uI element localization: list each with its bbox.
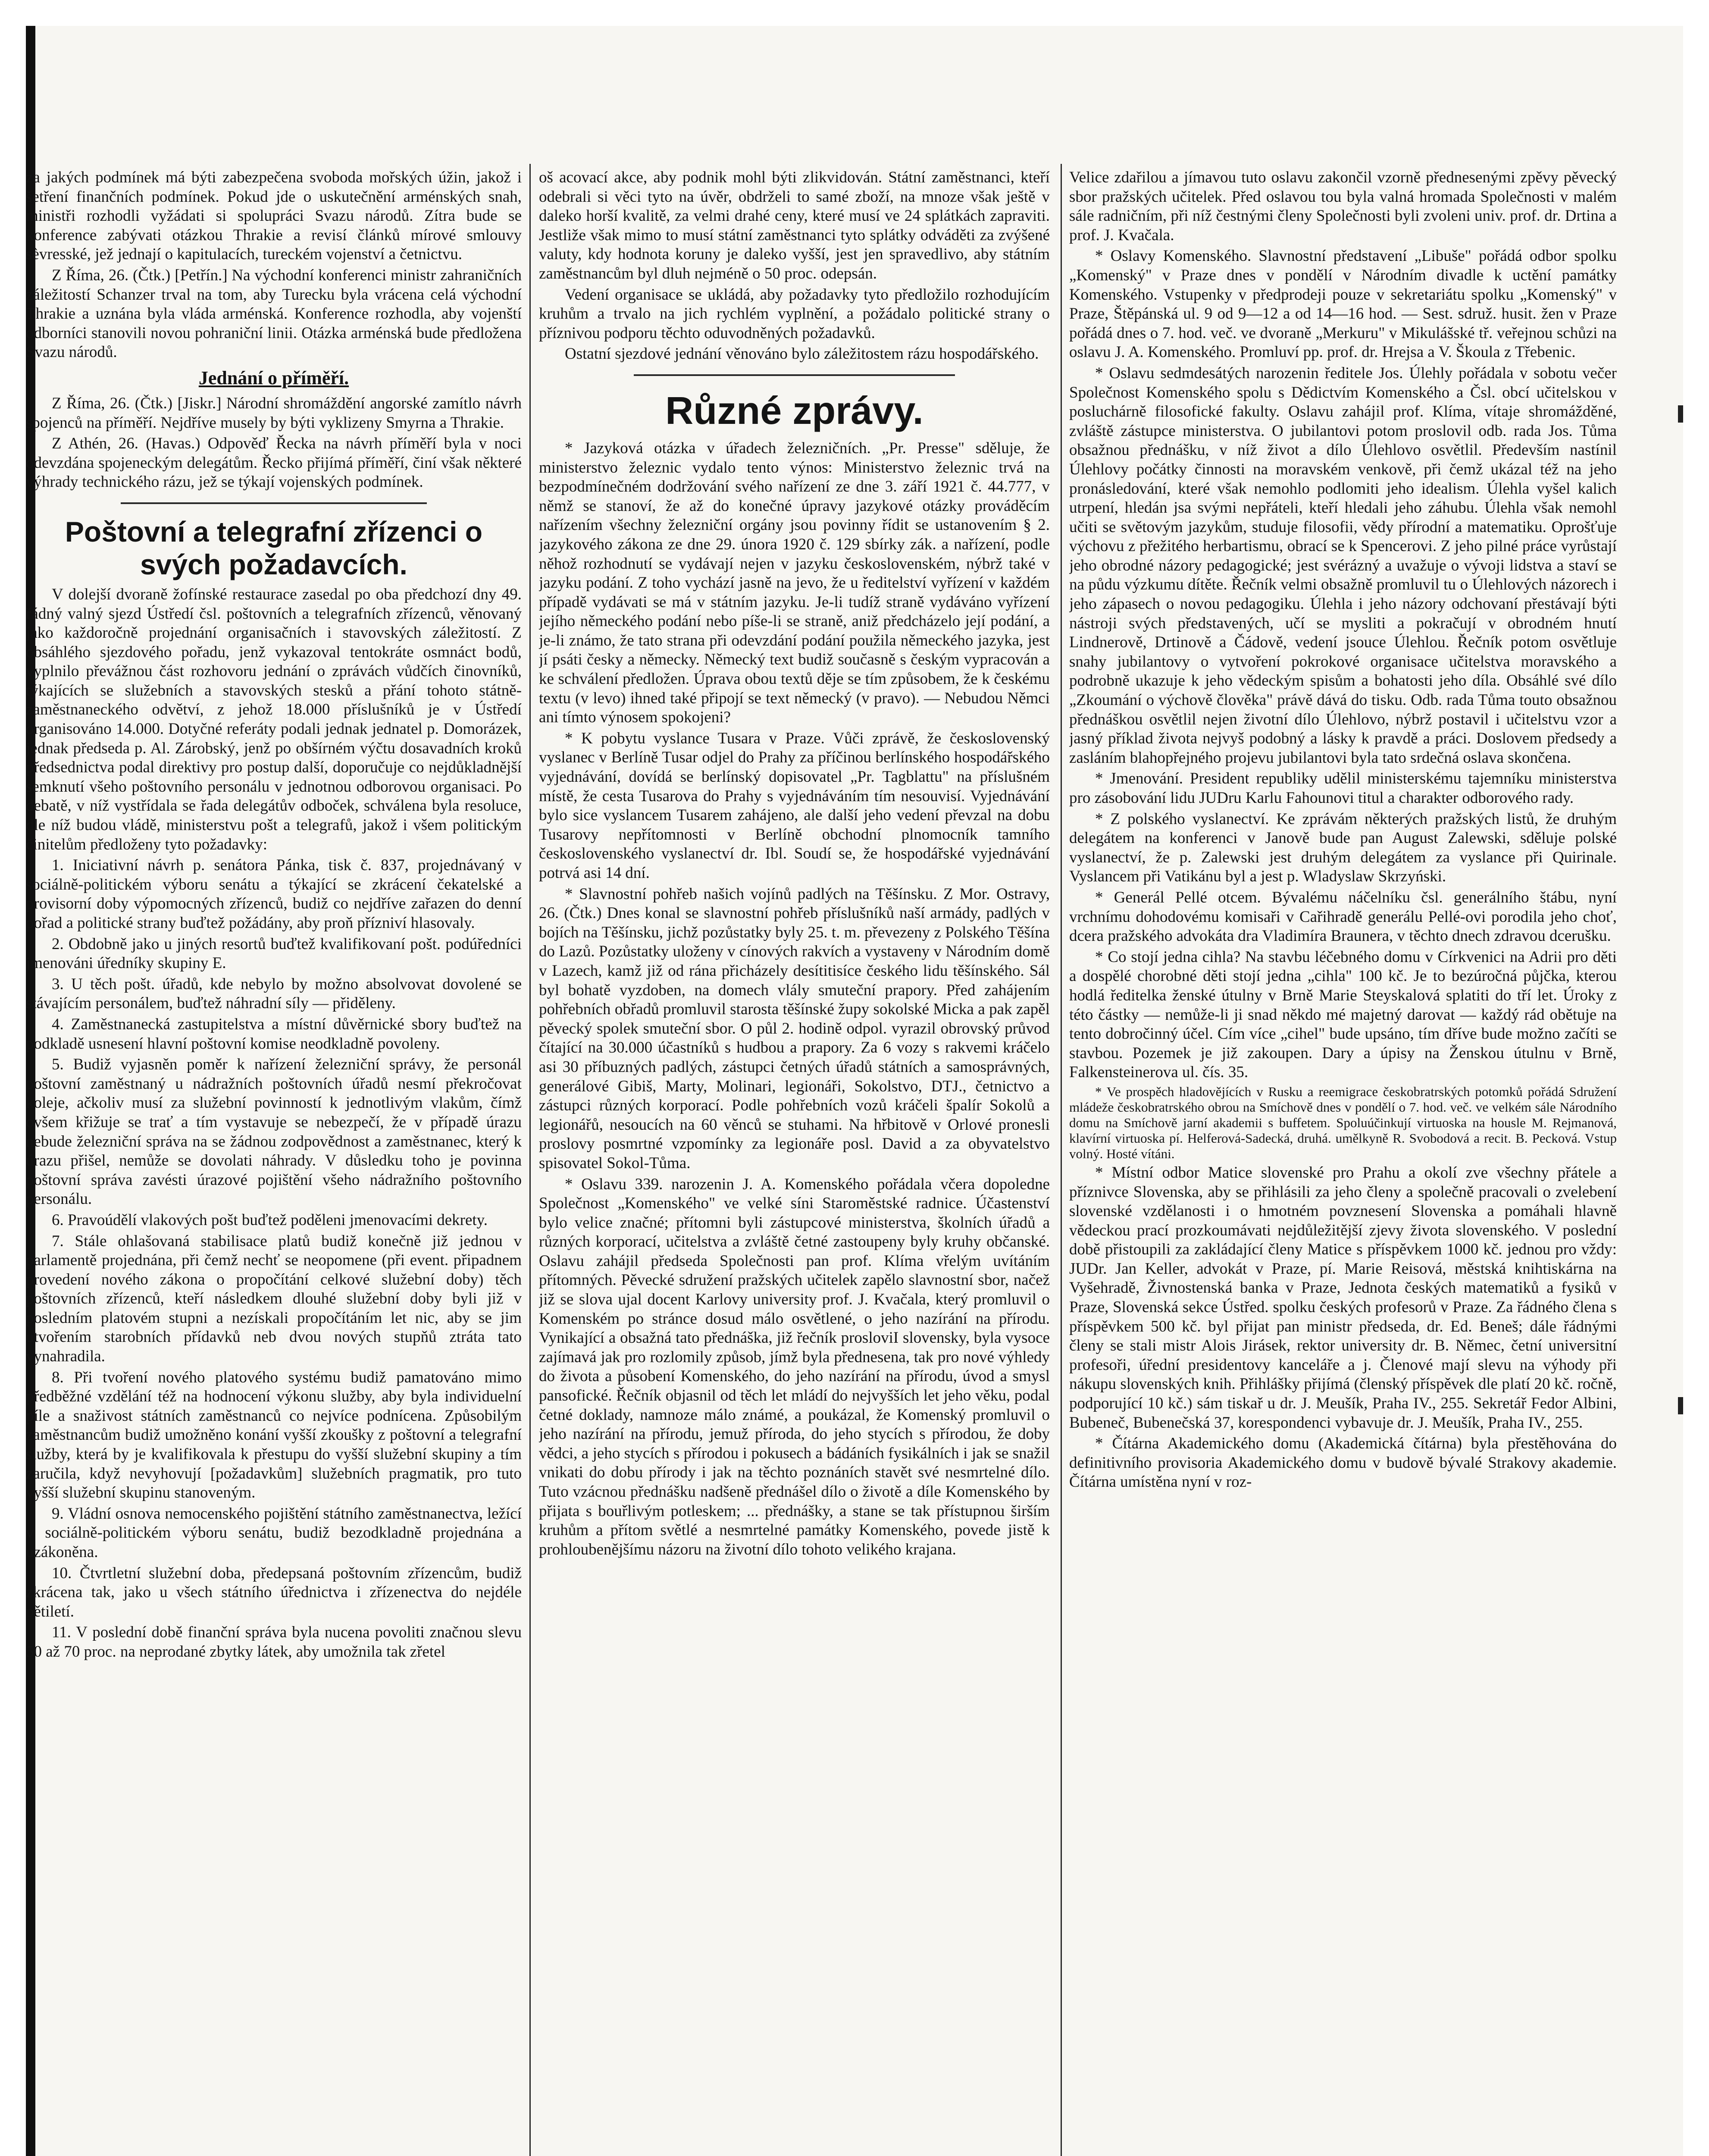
- paragraph: oš acovací akce, aby podnik mohl býti zlikvidován. Státní zaměstnanci, kteří odebrali si věci tyto na úvěr, obdrželi to samé zboží, na mnoze však ještě v daleko horší kvalitě, za velmi drahé ceny, které musí ve 24 splátkách zapraviti. Jestliže však mimo to musí státní zaměstnanci tyto splátky odváděti za zvýšené valuty, kdy hodnota koruny je daleko vyšší, jest jen spravedlivo, aby státním zaměstnancům byl dluh nejméně o 50 proc. odepsán.: [539, 169, 1050, 282]
- paragraph: 4. Zaměstnanecká zastupitelstva a místní důvěrnické sbory buďtež na podkladě usnesení hlavní poštovní komise neodkladně povoleny.: [26, 1015, 522, 1053]
- section-heading: Jednání o příměří.: [198, 367, 349, 389]
- paragraph: 10. Čtvrtletní služební doba, předepsaná poštovním zřízencům, budiž zkrácena tak, jako u všech státního úřednictva i zřízenectva do nejdéle pětiletí.: [26, 1564, 522, 1620]
- divider: [121, 502, 427, 504]
- news-item: * Čítárna Akademického domu (Akademická čítárna) byla přestěhována do definitivního provisoria Akademického domu v budově bývalé Strakovy akademie. Čítárna umístěna nyní v roz-: [1069, 1435, 1617, 1491]
- paragraph: 7. Stále ohlašovaná stabilisace platů budiž konečně již jednou v parlamentě projednána, při čemž nechť se neopomene (při event. připadnem provedení nového zákona o propočítání celkové služební doby) těch poštovních zřízenců, kteří následkem dlouhé služební doby byli již v posledním platovém stupni a nezískali propočítáním let nic, aby se jim utvořením starobních přídavků neb dvou nových stupňů ztráta tato vynahradila.: [26, 1232, 522, 1366]
- paragraph: 3. U těch pošt. úřadů, kde nebylo by možno absolvovat dovolené se stávajícím personálem, buďtež náhradní síly — přiděleny.: [26, 975, 522, 1012]
- fine-print-notice: * Ve prospěch hladovějících v Rusku a reemigrace českobratrských potomků pořádá Sdružení mládeže českobratrského obrou na Smíchově dnes v pondělí o 7. hod. več. ve velkém sále Národního domu na Smíchově jarní akademii s buffetem. Spoluúčinkují virtuoska na housle M. Rejmanová, klavírní virtuoska pí. Helferová-Sadecká, druhá. umělkyně R. Svobodová a recit. B. Pecková. Vstup volný. Hosté vítáni.: [1069, 1084, 1617, 1161]
- news-item: * Místní odbor Matice slovenské pro Prahu a okolí zve všechny přátele a příznivce Slovenska, aby se přihlásili za jeho členy a společně pracovali o zvelebení slovenské vzdělanosti i o hmotném povznesení Slovenska a pomáhali hlavně vědeckou prací prozkoumávati nejdůležitější zjevy života slovenského. V poslední době přistoupili za zakládající členy Matice s příspěvkem 1000 kč. jednou pro vždy: JUDr. Jan Keller, advokát v Praze, pí. Marie Reisová, městská knihtiskárna na Vyšehradě, Živnostenská banka v Praze, Jednota českých matematiků a fysiků v Praze, Slovenská sekce Ústřed. spolku českých profesorů v Praze. Za řádného člena s příspěvkem 500 kč. byl přijat pan ministr předseda, dr. Ed. Beneš; dále řádnými členy se stali mistr Alois Jirásek, rektor university dr. B. Němec, četní universitní profesoři, úřední presidentovy kanceláře a j. Členové mají slevu na výhody při nákupu slovenských knih. Přihlášky přijímá (členský příspěvek dle platí 20 kč. ročně, podporující 10 kč.) sám tiskař u dr. J. Meušík, Praha IV., 255. Sekretář Fedor Albini, Bubeneč, Bubenečská 37, korespondenci vybavuje dr. J. Meušík, Praha IV., 255.: [1069, 1163, 1617, 1432]
- paragraph: Vedení organisace se ukládá, aby požadavky tyto předložilo rozhodujícím kruhům a trvalo na jich rychlém vyplnění, a požádalo politické strany o příznivou podporu těchto oduvodněných požadavků.: [539, 285, 1050, 342]
- column-left: [26, 168, 522, 2156]
- paragraph: Ostatní sjezdové jednání věnováno bylo záležitostem rázu hospodářského.: [565, 345, 1039, 363]
- column-middle: [539, 168, 1050, 2156]
- paragraph: 11. V poslední době finanční správa byla nucena povoliti značnou slevu 50 až 70 proc. na neprodané zbytky látek, aby umožnila tak zřetel: [26, 1623, 522, 1661]
- news-item: * Oslavy Komenského. Slavnostní představení „Libuše" pořádá odbor spolku „Komenský" v Praze dnes v pondělí v Národním divadle k uctění památky Komenského. Vstupenky v předprodeji pouze v sekretariátu spolku „Komenský" v Praze, Štěpánská ul. 9 od 9—12 a od 14—16 hod. — Sest. sdruž. husit. žen v Praze pořádá dnes o 7. hod. več. ve dvoraně „Merkuru" v Mikulášské tř. veřejnou schůzi na oslavu J. A. Komenského. Promluví pp. prof. dr. Hrejsa a V. Škoula z Třebenic.: [1069, 247, 1617, 361]
- news-item: * Jazyková otázka v úřadech železničních. „Pr. Presse" sděluje, že ministerstvo železnic vydalo tento výnos: Ministerstvo železnic trvá na bezpodmínečném dodržování svého nařízení ze dne 3. září 1921 č. 44.777, v němž se stanoví, že až do konečné úpravy jazykové otázky prováděcím nařízením všechny železniční orgány jsou povinny řídit se ustanovením § 2. jazykového zákona ze dne 29. února 1920 č. 129 sbírky zák. a nařízení, podle něhož rozhodnutí se vydávají nejen v jazyku československém, nýbrž také v jazyku podání. Z toho vychází jasně na jevo, že u ředitelství vyřízení v každém případě vydávati se má v státním jazyku. Je-li tudíž straně vydáváno vyřízení jejího německého podání nebo píše-li se straně, aniž předcházelo její podání, a je-li známo, že tato strana při odevzdání podání použila německého jazyka, jest jí psáti česky a německy. Německý text budiž současně s českým vypracován a ke schválení předložen. Úprava obou textů děje se tím způsobem, že k českému textu (v levo) ihned také připojí se text německý (v pravo). — Nebudou Němci ani tímto výnosem spokojeni?: [539, 439, 1050, 727]
- paragraph: Z Říma, 26. (Čtk.) [Jiskr.] Národní shromáždění angorské zamítlo návrh spojenců na příměří. Nejdříve musely by býti vyklizeny Smyrna a Thrakie.: [26, 394, 522, 432]
- news-item: * Oslavu sedmdesátých narozenin ředitele Jos. Úlehly pořádala v sobotu večer Společnost Komenského spolu s Dědictvím Komenského a Čsl. obcí učitelskou v posluchárně filosofické fakulty. Oslavu zahájil prof. Klíma, vítaje shromážděné, zvláště zástupce ministerstva. O jubilantovi potom proslovil odb. rada Jos. Tůma obsažnou přednášku, v níž život a dílo Úlehlovo osvětlil. Především nastínil Úlehlovy počátky činnosti na moravském venkově, při čemž ukázal též na jeho pronásledování, které však nemohlo podlomiti jeho idealism. Úlehla vyšel kalich utrpení, hledán jsa svými nepřáteli, kteří hledali jeho záhubu. Úlehla však nemohl učiti se světovým jazykům, studuje filosofii, vědy přírodní a matematiku. Oprošťuje výchovu z přežitého herbartismu, obrací se k Spencerovi. Z jeho pilné práce vyrůstají jeho obrodné názory pedagogické; jest svérázný a uvažuje o vývoji lidstva a staví se na půdu výzkumu dítěte. Řečník velmi obsažně promluvil tu o Úlehlových názorech i jeho zápasech o novou pedagogiku. Úlehla i jeho názory odchovaní přestávají býti nástroji svých představených, učí se mysliti a pokračují v obrodném hnutí Lindnerově, Drtinově a Čádově, vedení jsouce Úlehlou. Řečník potom osvětluje snahy jubilantovy o vytvoření pokrokové organisace učitelstva moravského a podrobně ukazuje k jeho vědeckým spisům a bohatosti jeho díla. Obsáhlé své dílo „Zkoumání o výchově člověka" právě dává do tisku. Odb. rada Tůma touto obsažnou přednáškou osvětlil nejen životní dílo Úlehlovo, nýbrž postavil i učitelstvu vzor a jasný příklad života nejvyš podobný a lásky k pravdě a práci. Doslovem předsedy a zasláním blahopřejného projevu jubilantovi byla tato srdečná oslava skončena.: [1069, 364, 1617, 767]
- scan-mark: [1678, 1397, 1683, 1414]
- paragraph: 1. Iniciativní návrh p. senátora Pánka, tisk č. 837, projednávaný v sociálně-politickém výboru senátu a týkající se zkrácení čekatelské a provisorní doby výpomocných zřízenců, budiž co nejdříve zařazen do denní pořad a politické strany buďtež požádány, aby proň přízniví hlasovaly.: [26, 856, 522, 932]
- paragraph: Z Athén, 26. (Havas.) Odpověď Řecka na návrh příměří byla v noci odevzdána spojeneckým delegátům. Řecko přijímá příměří, činí však některé výhrady technického rázu, jež se týkají vojenských podmínek.: [26, 435, 522, 491]
- paragraph: Velice zdařilou a jímavou tuto oslavu zakončil vzorně přednesenými zpěvy pěvecký sbor pražských učitelek. Před oslavou tou byla valná hromada Společnosti v malém sále radničním, při níž čestnými členy Společnosti byli zvoleni univ. prof. dr. Drtina a prof. J. Kvačala.: [1069, 169, 1617, 244]
- news-item: * Slavnostní pohřeb našich vojínů padlých na Těšínsku. Z Mor. Ostravy, 26. (Čtk.) Dnes konal se slavnostní pohřeb příslušníků naší armády, padlých v bojích na Těšínsku, jichž pozůstatky byly 25. t. m. převezeny z Polského Těšína do Lazů. Pozůstatky uloženy v cínových rakvích a vystaveny v Národním domě v Lazech, kamž již od rána přicházely desítitisíce českého lidu těšínského. Sál byl bohatě vyzdoben, na domech vlály smuteční prapory. Před zahájením pohřebních obřadů promluvil starosta těšínské župy sokolské Micka a pak zapěl pěvecký spolek smuteční sbor. O půl 2. hodině odpol. vyrazil obrovský průvod čítající na 30.000 účastníků s hudbou a prapory. Za 6 vozy s rakvemi kráčelo asi 30 příbuzných padlých, zástupci četných úřadů státních a samosprávných, generálové Gibiš, Marty, Molinari, legionáři, Sokolstvo, DTJ., četnictvo a zástupci různých korporací. Podle pohřebních vozů kráčeli špalír Sokolů a legionářů, nesoucích na 60 věnců se stuhami. Na hřbitově v Orlové pronesli proslovy posmrtné vzpomínky za legionáře posl. David a za obyvatelstvo spisovatel Sokol-Tůma.: [539, 885, 1050, 1172]
- column-right: [1069, 168, 1617, 2156]
- paragraph: 8. Při tvoření nového platového systému budiž pamatováno mimo předběžné vzdělání též na hodnocení výkonu služby, aby byla individuelní píle a snaživost státních zaměstnanců co nejvíce podnícena. Způsobilým zaměstnancům budiž umožněno konání vyšší zkoušky z poštovní a telegrafní služby, která by je kvalifikovala k přestupu do vyšší služební skupiny a tím zaručila, když nevyhovují [požadavkům] služebních pragmatik, pro tuto vyšší služební skupinu stanoveným.: [26, 1368, 522, 1502]
- section-headline: Různé zprávy.: [665, 389, 923, 432]
- scan-mark: [1678, 405, 1683, 423]
- news-item: * Co stojí jedna cihla? Na stavbu léčebného domu v Církvenici na Adrii pro děti a dospělé chorobné děti stojí jedna „cihla" 100 kč. Je to bezúročná půjčka, kterou hodlá ředitelka ženské útulny v Brně Marie Steyskalová splatiti do tří let. Úroky z této částky — nemůže-li ji snad někdo mé majetný darovat — každý rád obětuje na tento dobročinný účel. Cím více „cihel" bude upsáno, tím dříve bude možno začíti se stavbou. Pozemek je již zakoupen. Dary a úpisy na Ženskou útulnu v Brně, Falkensteinerova ul. čís. 35.: [1069, 948, 1617, 1081]
- paragraph: 9. Vládní osnova nemocenského pojištění státního zaměstnanectva, ležící v sociálně-politickém výboru senátu, budiž bezodkladně projednána a uzákoněna.: [26, 1504, 522, 1561]
- newspaper-page: [26, 26, 1683, 2156]
- column-rule: [529, 164, 531, 2156]
- paragraph: V dolejší dvoraně žofínské restaurace zasedal po oba předchozí dny 49. řádný valný sjezd Ústředí čsl. poštovních a telegrafních zřízenců, věnovaný jako každoročně projednání organisačních i stavovských záležitostí. Z obsáhlého sjezdového pořadu, jenž vykazoval tentokráte osmnáct bodů, vyplnilo převážnou část rozhovoru jednání o zprávách vůdčích činovníků, týkajících se služebních a stavovských stesků a přání tohoto státně-zaměstnaneckého odvětví, z jehož 18.000 příslušníků je v Ústředí organisováno 14.000. Dotyčné referáty podali jednak jednatel p. Domorázek, jednak předseda p. Al. Zárobský, jenž po obšírném výčtu dosavadních kroků předsednictva podal direktivy pro postup další, doporučuje co nejdůkladnější semknutí všeho poštovního personálu v jednotnou odborovou organisaci. Po debatě, v níž vystřídala se řada delegátův odboček, schválena byla resoluce, dle níž budou vládě, ministerstvu pošt a telegrafů, jakož i všem politickým činitelům předloženy tyto požadavky:: [26, 585, 522, 853]
- paragraph: 6. Pravoúdělí vlakových pošt buďtež poděleni jmenovacími dekrety.: [52, 1211, 488, 1229]
- news-item: * Z polského vyslanectví. Ke zprávám některých pražských listů, že druhým delegátem na konferenci v Janově bude pan August Zalewski, sděluje polské vyslanectví, že p. Zalewski jest druhým delegátem za vyslance při Quirinale. Vyslancem při Vatikánu byl a jest p. Wladyslaw Skrzyński.: [1069, 810, 1617, 886]
- column-rule: [1061, 164, 1062, 2156]
- paragraph: 5. Budiž vyjasněn poměr k nařízení železniční správy, že personál poštovní zaměstnaný u nádražních poštovních úřadů nesmí překročovat koleje, ačkoliv musí za služební povinností k jednotlivým vlakům, čímž ovšem křižuje se trať a tím vystavuje se nebezpečí, že v případě úrazu nebude železniční správa na se žádnou zodpovědnost a zaměstnanec, který k úrazu přišel, nemůže se dovolati náhrady. V důsledku toho je povinna poštovní správa zavésti úrazové pojištění všeho nádražního poštovního personálu.: [26, 1056, 522, 1208]
- article-headline: Poštovní a telegrafní zřízenci o svých požadavcích.: [65, 515, 483, 580]
- paragraph: 2. Obdobně jako u jiných resortů buďtež kvalifikovaní pošt. podúředníci jmenováni úředníky skupiny E.: [26, 935, 522, 972]
- paragraph: za jakých podmínek má býti zabezpečena svoboda mořských úžin, jakož i šetření finančních podmínek. Pokud jde o uskutečnění arménských snah, ministři rozhodli vyžádati si spolupráci Svazu národů. Zítra bude se konference zabývati otázkou Thrakie a revisí článků mírové smlouvy sèvresské, jež jednají o kapitulacích, tureckém vojenství a četnictvu.: [26, 169, 522, 263]
- news-item: * Oslavu 339. narozenin J. A. Komenského pořádala včera dopoledne Společnost „Komenského" ve velké síni Staroměstské radnice. Účastenství bylo velice značné; přítomni byli zástupcové ministerstva, školních úřadů a různých korporací, učitelstva a zvláště četné zastoupeny byly kruhy občanské. Oslavu zahájil předseda Společnosti pan prof. Klíma vřelým uvítáním přítomných. Pěvecké sdružení pražských učitelek zapělo slavnostní sbor, načež již se slova ujal docent Karlovy university prof. J. Kvačala, který promluvil o Komenském po stránce dosud málo osvětlené, o jeho nazírání na přírodu. Vynikající a obsažná tato přednáška, již řečník prosloviI slovensky, byla vysoce zajímavá jak pro rozlomily způsob, jímž byla přednesena, tak pro nové výhledy do života a působení Komenského, do jeho nazírání na přírodu, úvod a smysl pansofické. Řečník objasnil od těch let mládí do nejvyšších let jeho věku, podal četné doklady, namnoze málo známé, a poukázal, že Komenský promluvil o jeho nazírání na přírodu, jemuž příroda, do jeho stycích s přírodou, že doby vědci, a jeho stycích s přírodou i pokusech a bádáních fysikálních i jak se snažil vnikati do dobu přírody i jak na těchto poznáních stavět své nesmrtelné dílo. Tuto vzácnou přednášku nadšeně přednášel dílo o životě a díle Komenského by přijata s bouřlivým potleskem; ... přednášky, a stane se tak přístupnou širším kruhům a přítom světlé a nesmrtelné památky Komenského, povede jistě k prohloubenějšímu názoru na životní dílo tohoto velikého krajana.: [539, 1175, 1050, 1558]
- news-item: * Generál Pellé otcem. Bývalému náčelníku čsl. generálního štábu, nyní vrchnímu dohodovému komisaři v Cařihradě generálu Pellé-ovi porodila jeho choť, dcera pražského advokáta dra Vladimíra Braunera, v těchto dnech zdravou dcerušku.: [1069, 888, 1617, 945]
- divider: [634, 374, 955, 376]
- paragraph: Z Říma, 26. (Čtk.) [Petřín.] Na východní konferenci ministr zahraničních záležitostí Schanzer trval na tom, aby Turecku byla vrácena celá východní Thrakie a uznána byla vláda arménská. Konference rozhodla, aby vojenští odborníci stanovili novou pohraniční linii. Otázka arménská bude předložena Svazu národů.: [26, 266, 522, 361]
- news-item: * K pobytu vyslance Tusara v Praze. Vůči zprávě, že československý vyslanec v Berlíně Tusar odjel do Prahy za příčinou berlínského hospodářského vyjednávání, dovídá se berlínský dopisovatel „Pr. Tagblattu" na příslušném místě, že cesta Tusarova do Prahy s vyjednáváním tím nesouvisí. Vyjednávání bylo sice vyslancem Tusarem zahájeno, ale další jeho vedení převzal na dobu Tusarovy nepřítomnosti v Berlíně obchodní plnomocník tamního československého vyslanectví dr. Ibl. Soudí se, že hospodářské vyjednávání potrvá asi 14 dní.: [539, 729, 1050, 882]
- news-item: * Jmenování. President republiky udělil ministerskému tajemníku ministerstva pro zásobování lidu JUDru Karlu Fahounovi titul a charakter odborového rady.: [1069, 770, 1617, 807]
